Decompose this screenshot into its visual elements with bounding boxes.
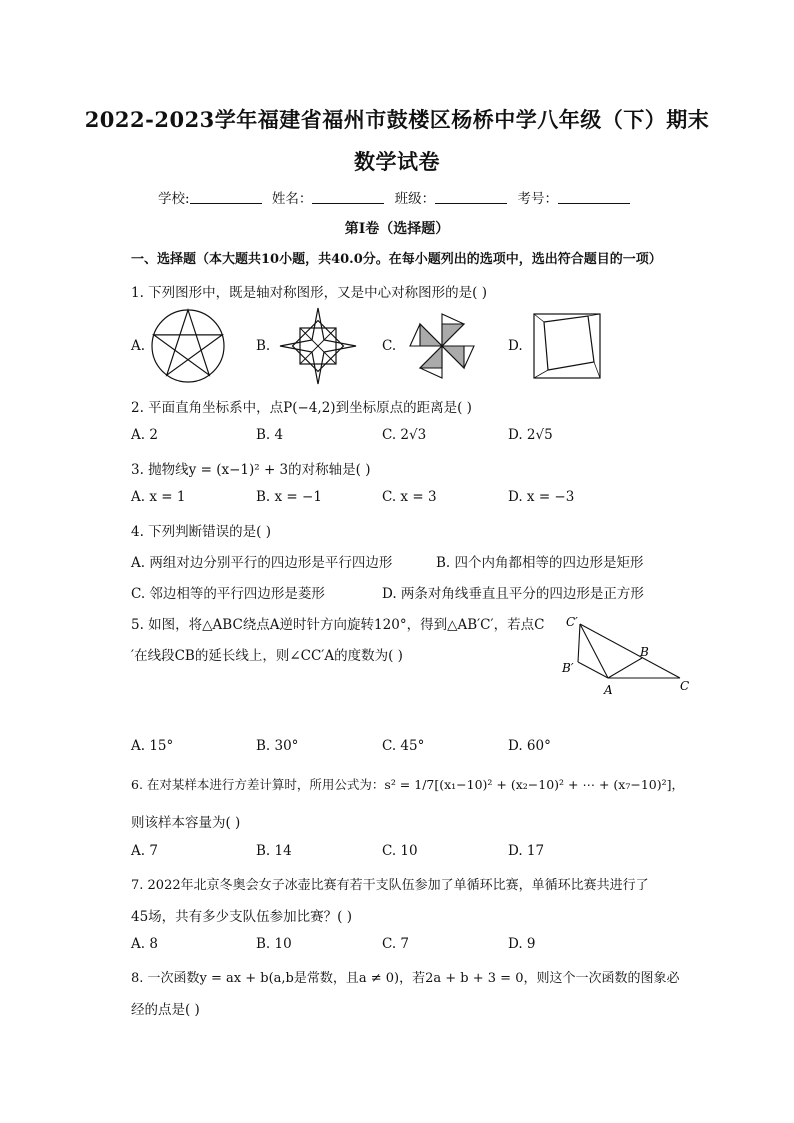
pinwheel-figure — [404, 308, 480, 384]
q1-option-a-label: A. — [131, 338, 146, 354]
fig-label-b-prime: B′ — [562, 661, 574, 675]
question-6-stem-line1: 6. 在对某样本进行方差计算时，所用公式为：s² = 1/7[(x₁−10)² + (x₂−10)² + ⋯ + (x₇−10)²]， — [131, 777, 684, 792]
question-7-stem-line1: 7. 2022年北京冬奥会女子冰壶比赛有若干支队伍参加了单循环比赛，单循环比赛共进行了 — [131, 878, 649, 893]
question-3-stem: 3. 抛物线y = (x−1)² + 3的对称轴是( ) — [131, 462, 371, 478]
q2-option-c: C. 2√3 — [382, 427, 427, 443]
q5-option-c: C. 45° — [382, 738, 425, 754]
eight-point-star-figure — [278, 306, 358, 386]
question-6-stem-line2: 则该样本容量为( ) — [131, 815, 241, 831]
fig-label-c-prime: C′ — [566, 615, 578, 629]
q2-option-b: B. 4 — [256, 427, 284, 443]
question-5-stem-line1: 5. 如图，将△ABC绕点A逆时针方向旋转120°，得到△AB′C′，若点C — [131, 617, 545, 633]
question-5-stem-line2: ′在线段CB的延长线上，则∠CC′A的度数为( ) — [131, 648, 403, 664]
q3-option-d: D. x = −3 — [508, 489, 575, 505]
question-4-stem: 4. 下列判断错误的是( ) — [131, 524, 271, 540]
q4-option-c: C. 邻边相等的平行四边形是菱形 — [131, 586, 325, 602]
fig-label-a: A — [604, 683, 613, 697]
q3-option-b: B. x = −1 — [256, 489, 322, 505]
page-subtitle: 数学试卷 — [354, 149, 440, 174]
name-blank[interactable] — [312, 191, 384, 204]
pentagram-in-circle-figure — [150, 308, 226, 384]
q7-option-b: B. 10 — [256, 936, 292, 952]
exam-no-blank[interactable] — [558, 191, 630, 204]
q3-option-a: A. x = 1 — [131, 489, 186, 505]
volume-heading: 第Ⅰ卷（选择题） — [344, 221, 450, 237]
rotated-triangle-figure — [556, 610, 696, 698]
page-title: 2022-2023学年福建省福州市鼓楼区杨桥中学八年级（下）期末 — [84, 107, 710, 132]
section-heading: 一、选择题（本大题共10小题，共40.0分。在每小题列出的选项中，选出符合题目的一项） — [131, 252, 662, 267]
q6-option-d: D. 17 — [508, 843, 545, 859]
q6-option-b: B. 14 — [256, 843, 292, 859]
q7-option-d: D. 9 — [508, 936, 536, 952]
exam-no-label: 考号： — [517, 191, 558, 207]
question-2-stem: 2. 平面直角坐标系中，点P(−4,2)到坐标原点的距离是( ) — [131, 400, 472, 416]
q4-option-b: B. 四个内角都相等的四边形是矩形 — [436, 555, 644, 571]
square-in-square-figure — [532, 312, 602, 380]
school-label: 学校: — [158, 191, 190, 207]
name-label: 姓名： — [271, 191, 313, 207]
student-info-row — [0, 187, 794, 207]
q4-option-a: A. 两组对边分别平行的四边形是平行四边形 — [131, 555, 393, 571]
q2-option-a: A. 2 — [131, 427, 158, 443]
q2-option-d: D. 2√5 — [508, 427, 553, 443]
q7-option-c: C. 7 — [382, 936, 410, 952]
q6-option-c: C. 10 — [382, 843, 418, 859]
fig-label-c: C — [680, 679, 690, 693]
school-blank[interactable] — [190, 191, 262, 204]
q3-option-c: C. x = 3 — [382, 489, 437, 505]
q7-option-a: A. 8 — [131, 936, 158, 952]
q4-option-d: D. 两条对角线垂直且平分的四边形是正方形 — [382, 586, 644, 602]
q5-option-b: B. 30° — [256, 738, 299, 754]
q1-option-b-label: B. — [256, 338, 271, 354]
question-8-stem-line2: 经的点是( ) — [131, 1002, 200, 1018]
class-blank[interactable] — [435, 191, 507, 204]
question-8-stem-line1: 8. 一次函数y = ax + b(a,b是常数，且a ≠ 0)，若2a + b + 3 = 0，则这个一次函数的图象必 — [131, 971, 680, 986]
q6-option-a: A. 7 — [131, 843, 158, 859]
fig-label-b: B — [640, 645, 649, 659]
question-7-stem-line2: 45场，共有多少支队伍参加比赛？( ) — [131, 909, 353, 925]
question-1-stem: 1. 下列图形中，既是轴对称图形，又是中心对称图形的是( ) — [131, 285, 487, 301]
class-label: 班级： — [394, 191, 436, 207]
q5-option-a: A. 15° — [131, 738, 174, 754]
q1-option-c-label: C. — [382, 338, 397, 354]
q5-option-d: D. 60° — [508, 738, 551, 754]
q1-option-d-label: D. — [508, 338, 523, 354]
